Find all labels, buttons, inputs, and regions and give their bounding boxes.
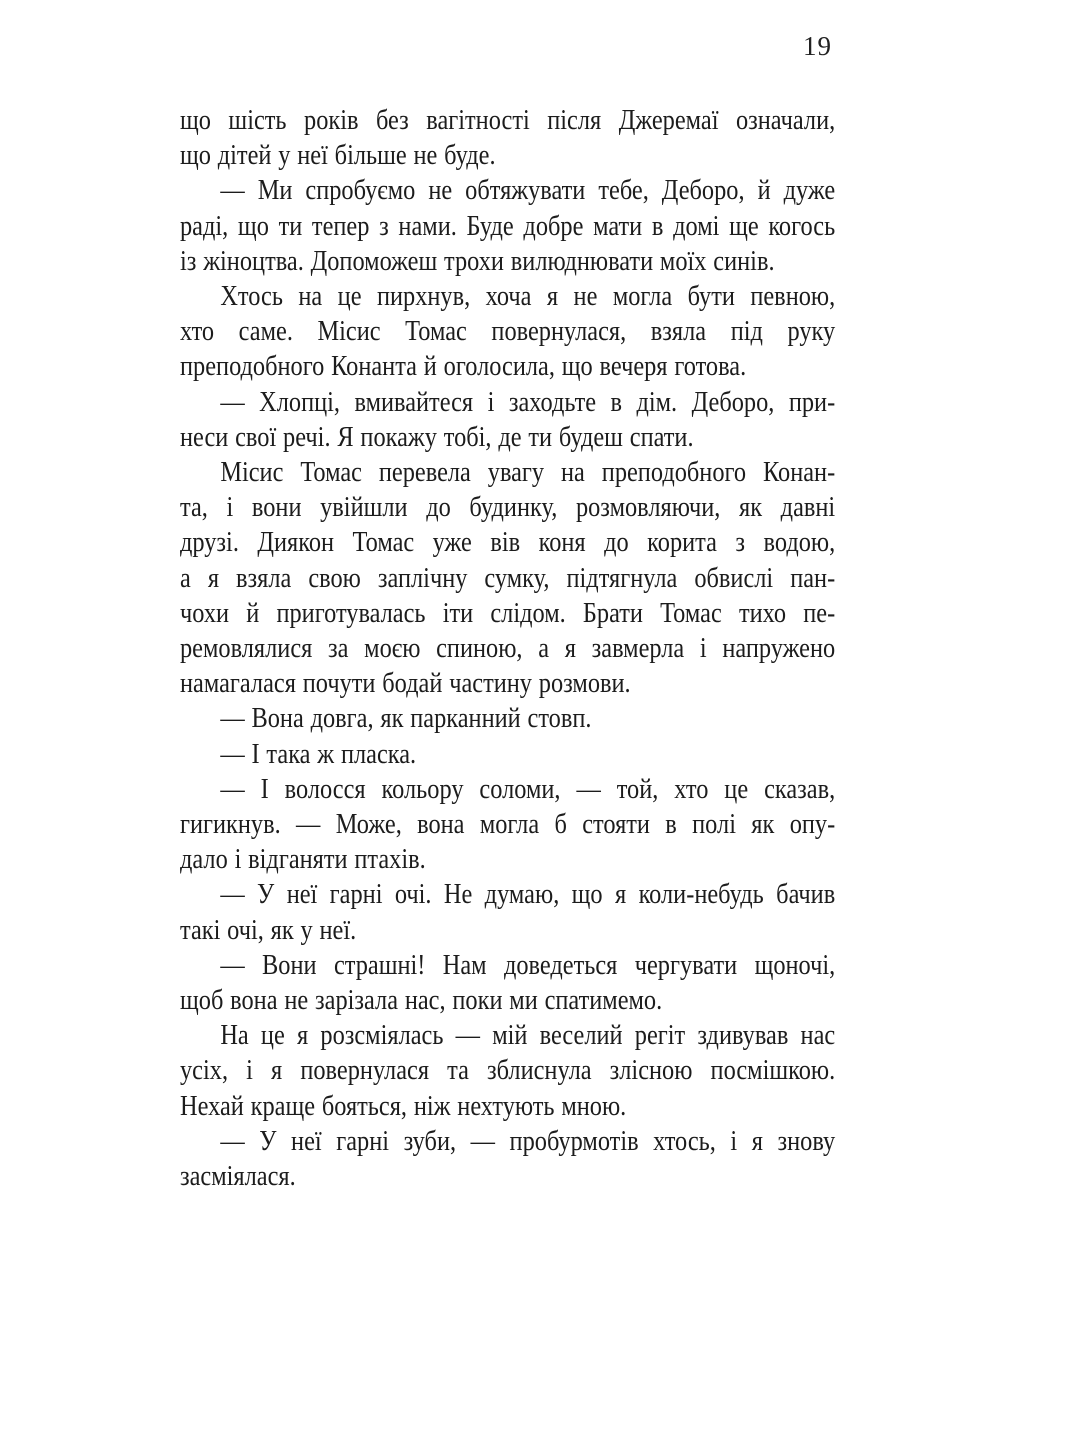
text-line: — Вона довга, як парканний стовп. xyxy=(220,702,592,735)
text-line: що дітей у неї більше не буде. xyxy=(180,139,496,172)
text-line: чохи й приготувалась іти слідом. Брати Томас тихо пе- xyxy=(180,596,836,629)
text-line: намагалася почути бодай частину розмови. xyxy=(180,667,631,700)
text-line: що шість років без вагітності після Джеремаї означали, xyxy=(180,104,836,136)
text-line: На це я розсміялась — мій веселий регіт здивував нас xyxy=(220,1019,836,1052)
text-line: — У неї гарні зуби, — пробурмотів хтось, і я знову xyxy=(220,1124,836,1157)
text-line: преподобного Конанта й оголосила, що вечеря готова. xyxy=(180,350,747,383)
text-line: хто саме. Місис Томас повернулася, взяла під руку xyxy=(180,315,836,348)
text-line: — У неї гарні очі. Не думаю, що я коли-небудь бачив xyxy=(220,878,836,911)
text-line: гигикнув. — Може, вона могла б стояти в полі як опу- xyxy=(180,808,836,841)
text-line: — І така ж пласка. xyxy=(220,737,417,770)
text-line: щоб вона не зарізала нас, поки ми спатимемо. xyxy=(180,984,663,1017)
text-line: — Ми спробуємо не обтяжувати тебе, Деборо, й дуже xyxy=(220,174,836,207)
text-line: Хтось на це пирхнув, хоча я не могла бути певною, xyxy=(220,280,836,313)
text-line: дало і відганяти птахів. xyxy=(180,843,426,876)
text-line: такі очі, як у неї. xyxy=(180,913,357,946)
text-line: — Вони страшні! Нам доведеться чергувати щоночі, xyxy=(220,948,836,981)
text-line: — Хлопці, вмивайтеся і заходьте в дім. Деборо, при- xyxy=(220,385,836,418)
text-line: неси свої речі. Я покажу тобі, де ти будеш спати. xyxy=(180,420,694,453)
text-line: із жіноцтва. Допоможеш трохи вилюднювати моїх синів. xyxy=(180,244,775,277)
page-text xyxy=(180,103,835,1194)
text-line: Нехай краще бояться, ніж нехтують мною. xyxy=(180,1089,627,1122)
text-line: усіх, і я повернулася та зблиснула злісною посмішкою. xyxy=(180,1054,836,1087)
text-line: раді, що ти тепер з нами. Буде добре мати в домі ще когось xyxy=(180,209,836,242)
text-line: Місис Томас перевела увагу на преподобного Конан- xyxy=(220,456,836,489)
text-line: а я взяла свою заплічну сумку, підтягнула обвислі пан- xyxy=(180,561,836,594)
text-line: засміялася. xyxy=(180,1160,296,1193)
text-line: та, і вони увійшли до будинку, розмовляючи, як давні xyxy=(180,491,836,524)
text-line: — І волосся кольору соломи, — той, хто це сказав, xyxy=(220,772,836,805)
page-number: 19 xyxy=(803,31,832,61)
text-line: друзі. Диякон Томас уже вів коня до корита з водою, xyxy=(180,526,836,559)
text-line: ремовлялися за моєю спиною, а я завмерла і напружено xyxy=(180,632,836,665)
